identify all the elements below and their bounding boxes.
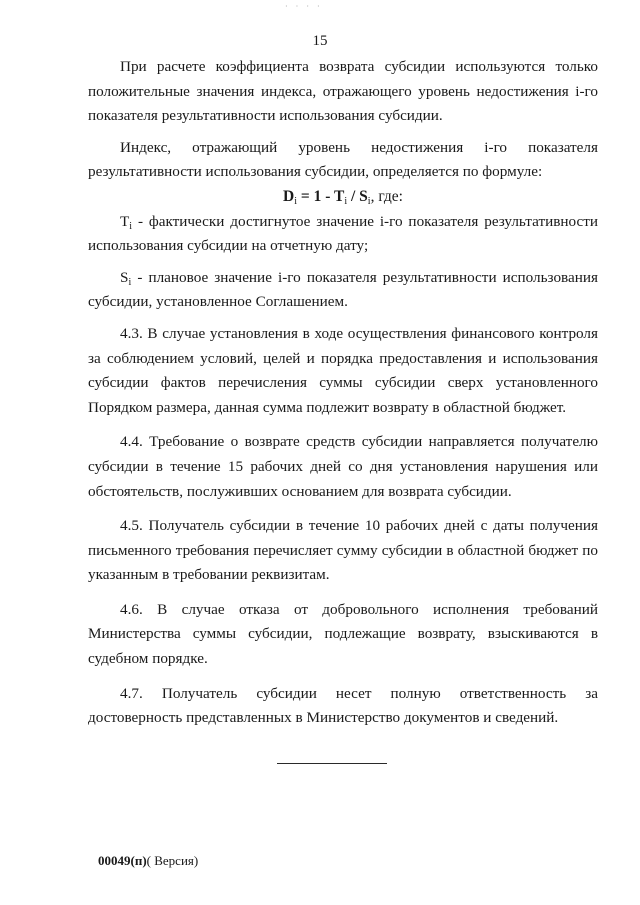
si-subscript: i: [128, 276, 132, 288]
document-code: [98, 853, 198, 869]
paragraph-index-intro: Индекс, отражающий уровень недостижения i-го показателя результативности использования субсидии, определяется по формуле:: [88, 138, 598, 181]
closing-rule: [277, 763, 387, 764]
ti-subscript: i: [129, 220, 133, 232]
formula-s: S: [359, 187, 368, 205]
document-body: [88, 55, 598, 731]
formula-d-sub: i: [294, 195, 297, 207]
si-symbol: S: [120, 268, 129, 286]
ti-symbol: T: [120, 212, 130, 230]
formula: [88, 185, 598, 210]
paragraph-4-6: 4.6. В случае отказа от добровольного исполнения требований Министерства суммы субсидии, подлежащие возврату, взыскиваются в судебном порядке.: [88, 600, 598, 668]
si-definition-text: - плановое значение i-го показателя результативности использования субсидии, установленное Соглашением.: [88, 268, 598, 311]
formula-t-sub: i: [344, 195, 348, 207]
document-code-number: 00049(п): [98, 853, 147, 868]
paragraph-4-4: 4.4. Требование о возврате средств субсидии направляется получателю субсидии в течение 15 рабочих дней со дня установления нарушения или обстоятельств, послуживших основанием для возврата субсидии.: [88, 433, 598, 500]
formula-tail: , где:: [370, 187, 403, 205]
paragraph-4-7: 4.7. Получатель субсидии несет полную ответственность за достоверность представленных в Министерство документов и сведений.: [88, 684, 598, 727]
page-number: 15: [312, 33, 328, 49]
ti-definition-text: - фактически достигнутое значение i-го показателя результативности использования субсидии на отчетную дату;: [88, 212, 598, 255]
document-code-version: ( Версия): [146, 853, 199, 868]
formula-eq: = 1 -: [297, 187, 334, 205]
formula-slash: /: [347, 187, 360, 205]
definition-ti: [88, 210, 598, 259]
scan-artifact: · · · ·: [285, 2, 323, 11]
formula-s-sub: i: [367, 195, 371, 207]
paragraph-4-5: 4.5. Получатель субсидии в течение 10 рабочих дней с даты получения письменного требования перечисляет сумму субсидии в областной бюджет по указанным в требовании реквизитам.: [88, 517, 598, 584]
definition-si: [88, 266, 598, 315]
paragraph-coefficient-note: При расчете коэффициента возврата субсидии используются только положительные значения индекса, отражающего уровень недостижения i-го показателя результативности использования субсидии.: [88, 58, 598, 125]
formula-t: T: [333, 187, 345, 205]
paragraph-4-3: 4.3. В случае установления в ходе осуществления финансового контроля за соблюдением условий, целей и порядка предоставления и использования субсидии фактов перечисления суммы субсидии сверх установленного Порядком размера, данная сумма подлежит возврату в областной бюджет.: [88, 324, 598, 416]
formula-d: D: [283, 187, 295, 205]
